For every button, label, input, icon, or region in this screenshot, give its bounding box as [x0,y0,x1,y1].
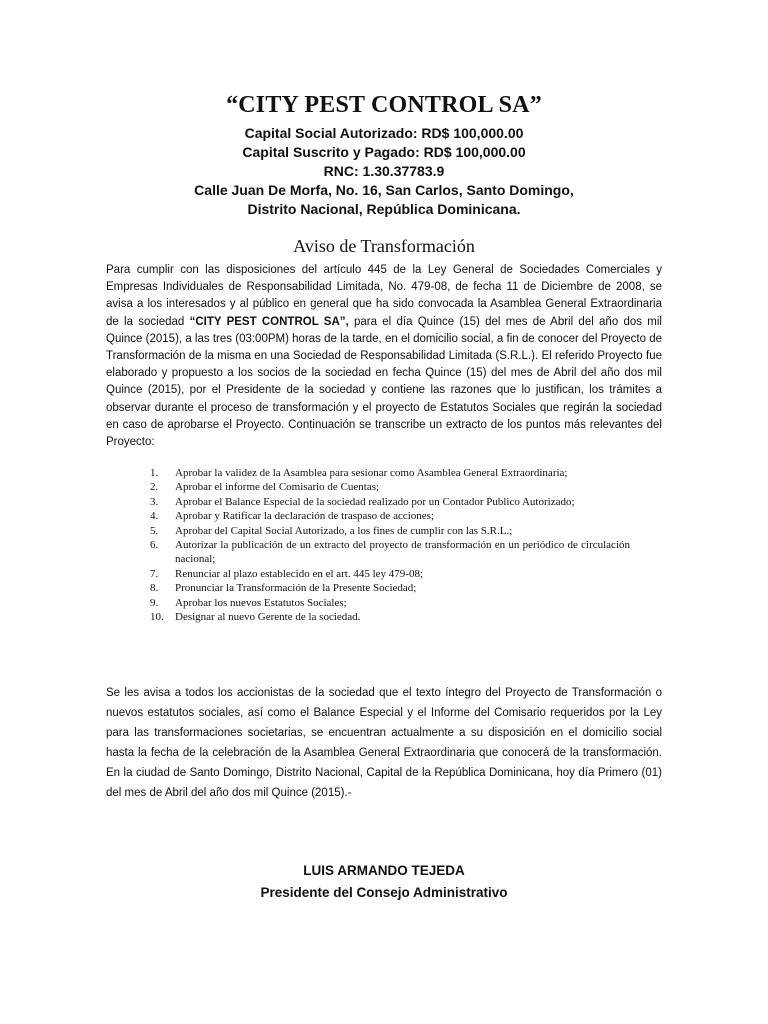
paragraph-1-part-1: Para cumplir con las disposiciones del artículo 445 de la Ley General de Sociedades Comerciales y Empresas Individuales de Responsabilidad Limitada, No. 479-08, de fecha 11 de Diciembre de 2008, se avisa a los interesados y al público en general que ha sido convocada la Asamblea General Extraordinaria de la sociedad [106,264,662,328]
list-item-text: Aprobar los nuevos Estatutos Sociales; [175,596,347,609]
list-item [150,596,630,610]
company-header [0,124,768,219]
header-line-district: Distrito Nacional, República Dominicana. [247,201,521,217]
signer-name: LUIS ARMANDO TEJEDA [303,863,465,878]
list-item-text: Pronunciar la Transformación de la Presente Sociedad; [175,582,417,595]
notice-title: Aviso de Transformación [293,236,475,256]
list-item-text: Aprobar del Capital Social Autorizado, a los fines de cumplir con las S.R.L.; [175,524,513,537]
list-item-text: Aprobar la validez de la Asamblea para sesionar como Asamblea General Extraordinaria; [175,467,568,479]
list-item-text: Aprobar el informe del Comisario de Cuentas; [175,481,380,494]
list-item-number: 8. [150,582,159,595]
agenda-list [150,466,630,624]
list-item [150,567,630,581]
list-item-number: 2. [150,481,159,494]
list-item [150,581,630,595]
list-item [150,610,630,624]
list-item-text: Aprobar y Ratificar la declaración de traspaso de acciones; [175,510,434,523]
header-line-capital-suscrito: Capital Suscrito y Pagado: RD$ 100,000.00 [242,144,526,160]
list-item-number: 3. [150,495,159,508]
company-name: “CITY PEST CONTROL SA” [226,92,542,118]
list-item-number: 10. [150,611,164,624]
list-item [150,538,630,567]
list-item-number: 6. [150,539,159,552]
list-item-number: 7. [150,567,159,580]
list-item-text: Autorizar la publicación de un extracto del proyecto de transformación en un periódico de circulación nacional; [175,539,630,566]
notice-paragraph-2: Se les avisa a todos los accionistas de la sociedad que el texto íntegro del Proyecto de Transformación o nuevos estatutos sociales, así como el Balance Especial y el Informe del Comisario requeridos por la Ley para las transformaciones societarias, se encuentran actualmente a su disposición en el domicilio social hasta la fecha de la celebración de la Asamblea General Extraordinaria que conocerá de la transformación. En la ciudad de Santo Domingo, Distrito Nacional, Capital de la República Dominicana, hoy día Primero (01) del mes de Abril del año dos mil Quince (2015).- [106,687,662,799]
signature-block [0,860,768,904]
paragraph-1-part-2: para el día Quince (15) del mes de Abril del año dos mil Quince (2015), a las tres (03:00PM) horas de la tarde, en el domicilio social, a fin de conocer del Proyecto de Transformación de la misma en una Sociedad de Responsabilidad Limitada (S.R.L.). El referido Proyecto fue elaborado y propuesto a los socios de la sociedad en fecha Quince (15) del mes de Abril del año dos mil Quince (2015), por el Presidente de la sociedad y contiene las razones que lo justifican, los trámites a observar durante el proceso de transformación y el proyecto de Estatutos Sociales que regirán la sociedad en caso de aprobarse el Proyecto. Continuación se transcribe un extracto de los puntos más relevantes del Proyecto: [106,315,662,449]
list-item [150,480,630,494]
header-line-rnc: RNC: 1.30.37783.9 [323,163,445,179]
list-item [150,524,630,538]
list-item-text: Aprobar el Balance Especial de la sociedad realizado por un Contador Publico Autorizado; [175,495,575,508]
list-item [150,466,630,480]
signer-title: Presidente del Consejo Administrativo [260,885,508,900]
header-line-address: Calle Juan De Morfa, No. 16, San Carlos, Santo Domingo, [194,182,574,198]
notice-paragraph-1 [106,262,662,451]
list-item [150,495,630,509]
list-item-text: Renunciar al plazo establecido en el art. 445 ley 479-08; [175,567,424,580]
list-item-number: 9. [150,596,159,609]
list-item-number: 1. [150,467,159,479]
list-item-number: 5. [150,524,159,537]
list-item-number: 4. [150,510,159,523]
list-item [150,509,630,523]
list-item-text: Designar al nuevo Gerente de la sociedad. [175,611,361,624]
header-line-capital-autorizado: Capital Social Autorizado: RD$ 100,000.00 [244,125,524,141]
paragraph-1-company-name: “CITY PEST CONTROL SA”, [189,315,349,328]
